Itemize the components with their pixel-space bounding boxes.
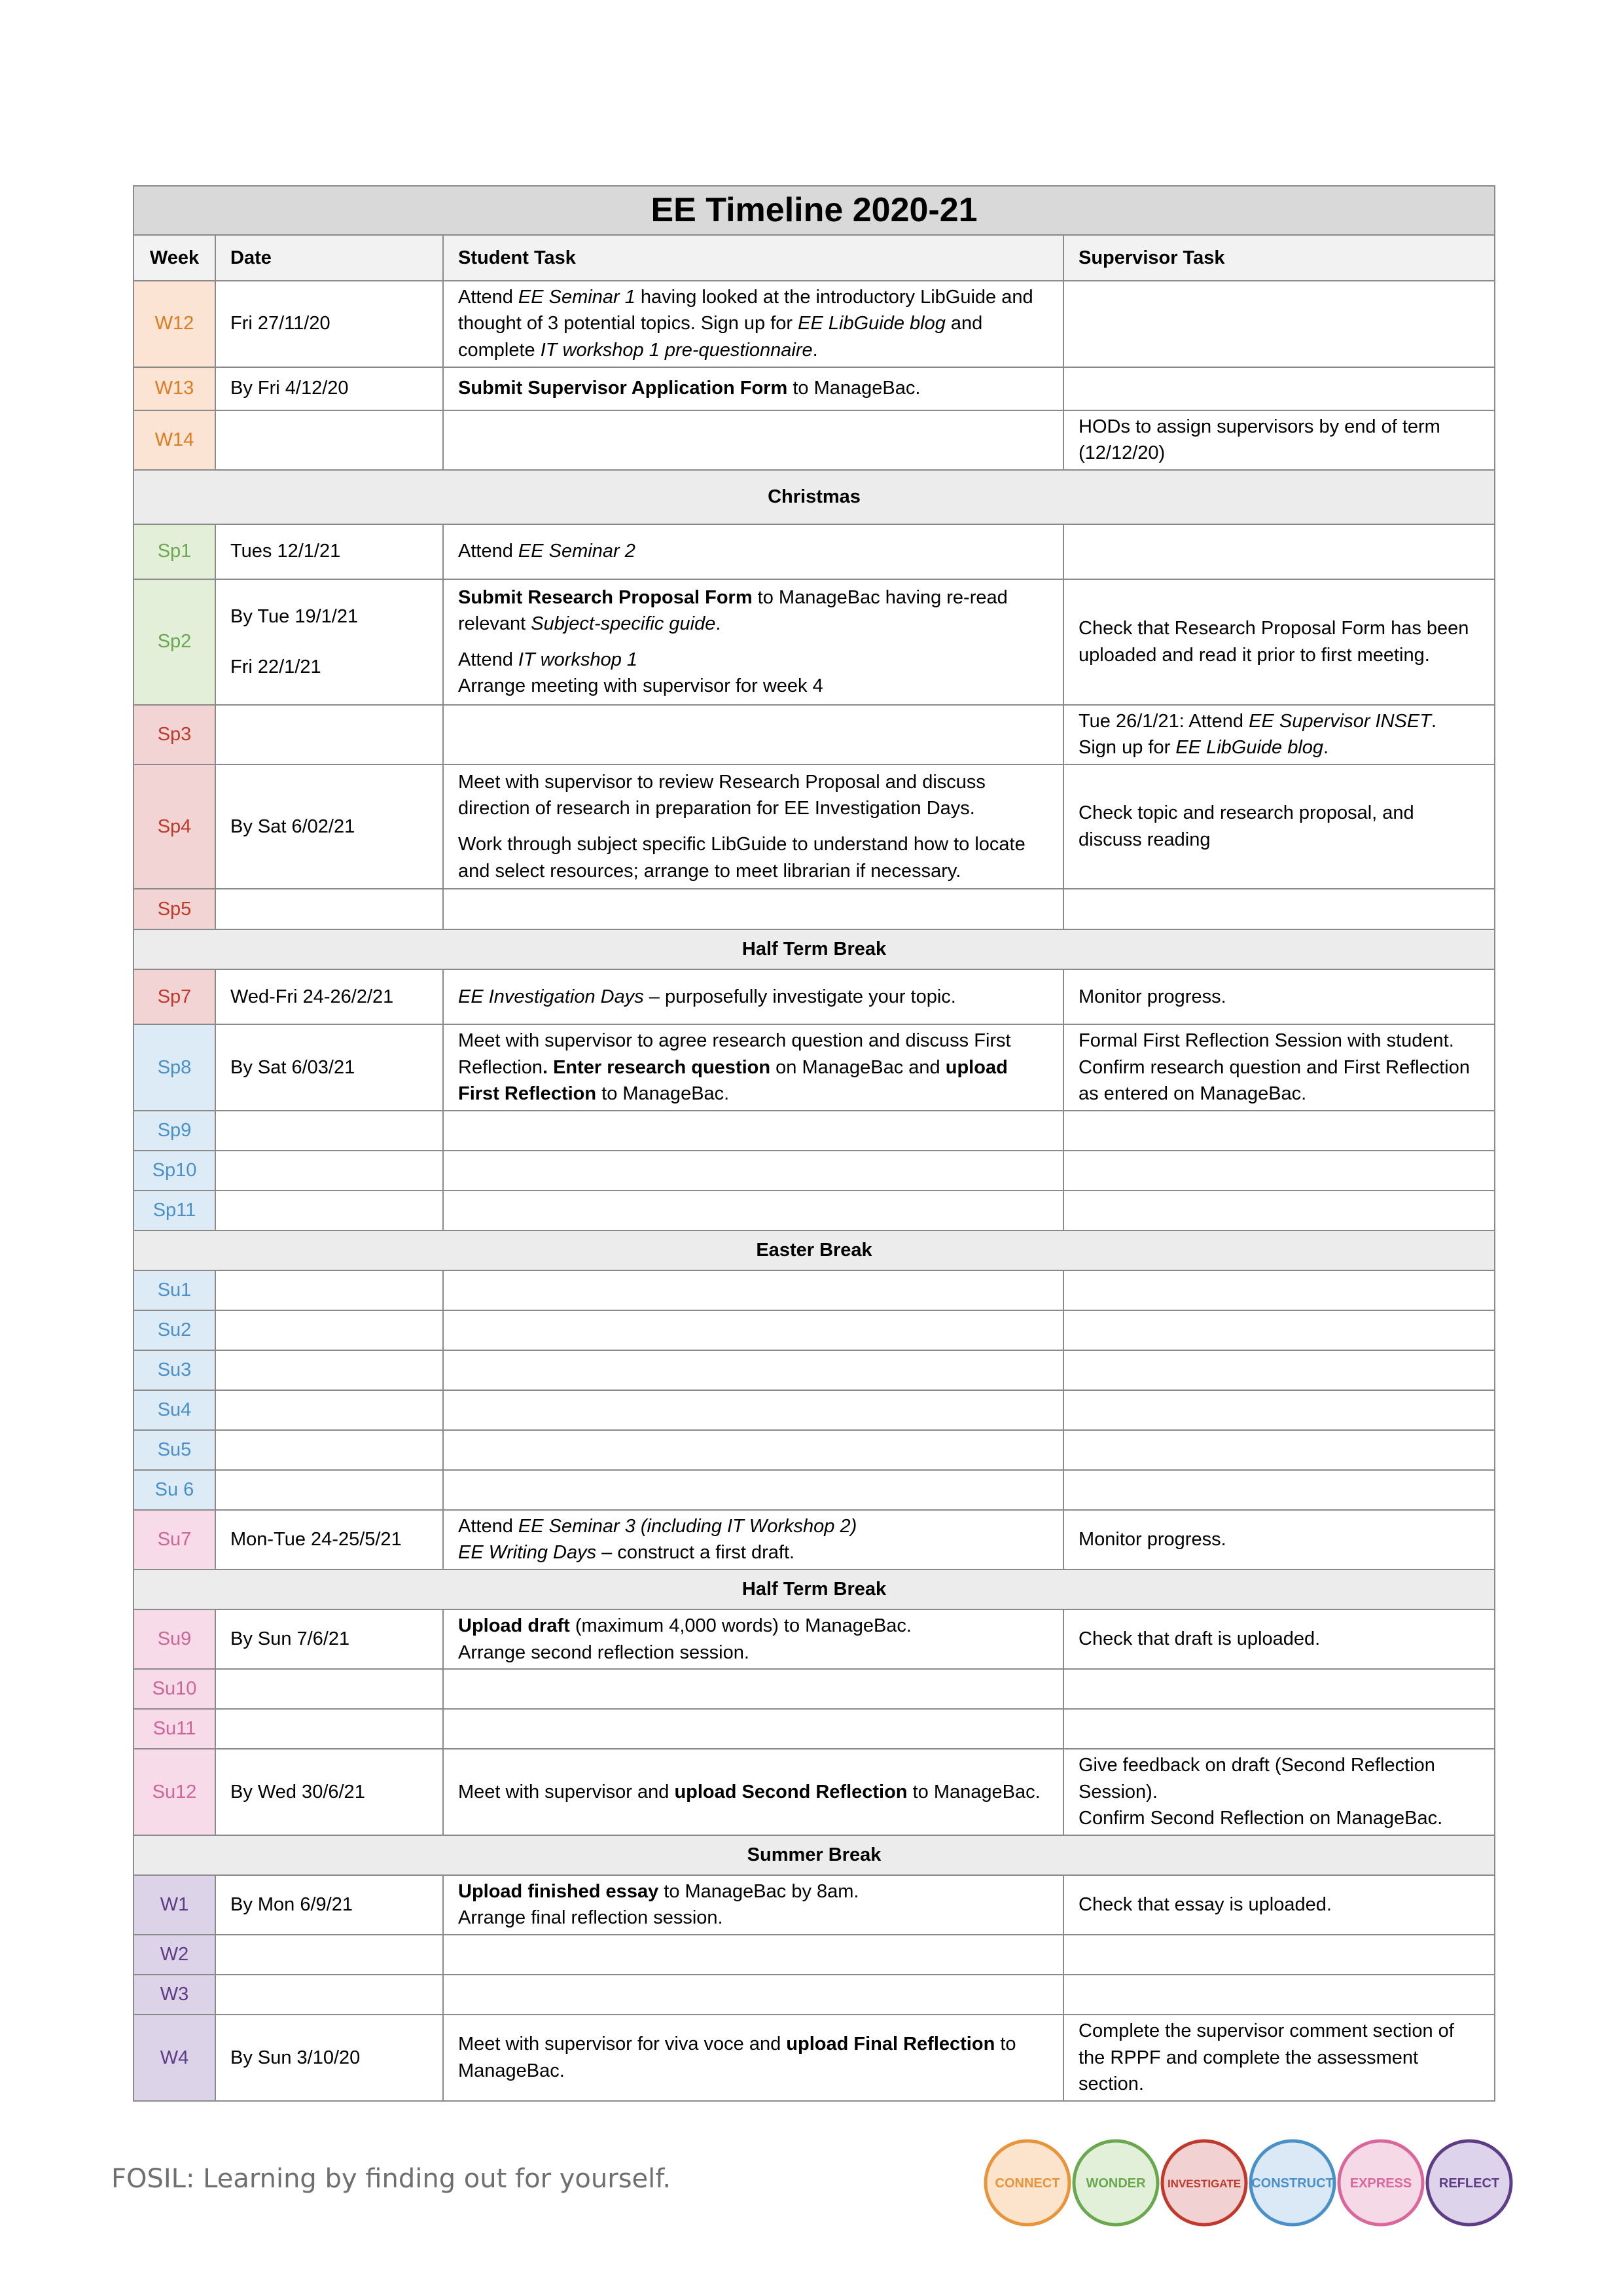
italic-text: EE Supervisor INSET — [1249, 710, 1431, 732]
text-run: . — [715, 613, 721, 635]
text-run: on ManageBac and — [770, 1056, 946, 1078]
student-task-cell — [443, 1749, 1063, 1835]
task-paragraph — [458, 2031, 1048, 2084]
student-task-cell — [443, 1151, 1063, 1191]
student-task-cell — [443, 579, 1063, 705]
fosil-cycle-logo — [982, 2137, 1518, 2229]
text-run: – purposefully investigate your topic. — [643, 986, 956, 1007]
week-cell: W2 — [134, 1935, 215, 1975]
student-task-cell — [443, 1024, 1063, 1111]
column-header-supervisor-task: Supervisor Task — [1063, 235, 1495, 281]
week-cell: Sp5 — [134, 889, 215, 929]
column-header-student-task: Student Task — [443, 235, 1063, 281]
ee-timeline-table — [133, 185, 1495, 2102]
italic-text: EE LibGuide blog — [798, 313, 946, 334]
date-cell — [215, 889, 443, 929]
date-text: Wed-Fri 24-26/2/21 — [230, 986, 394, 1007]
week-cell: W1 — [134, 1875, 215, 1935]
week-cell: Sp4 — [134, 764, 215, 889]
week-cell: W13 — [134, 367, 215, 410]
task-paragraph — [458, 375, 1048, 402]
italic-text: EE LibGuide blog — [1175, 737, 1324, 759]
italic-text: Subject-specific guide — [531, 613, 716, 635]
week-cell: Su5 — [134, 1430, 215, 1470]
table-row — [134, 1975, 1495, 2015]
date-cell — [215, 1350, 443, 1390]
text-run: Tue 26/1/21: Attend — [1079, 710, 1249, 732]
logo-label: INVESTIGATE — [1167, 2178, 1241, 2190]
week-cell: Sp10 — [134, 1151, 215, 1191]
date-text: By Sun 3/10/20 — [230, 2047, 361, 2068]
week-cell: Su9 — [134, 1609, 215, 1669]
date-cell — [215, 1609, 443, 1669]
text-run: (maximum 4,000 words) to ManageBac. — [569, 1615, 912, 1636]
text-run: HODs to assign supervisors by end of term (12/12/20) — [1079, 416, 1440, 464]
student-task-cell — [443, 1609, 1063, 1669]
supervisor-task-cell — [1063, 1151, 1495, 1191]
table-row — [134, 1470, 1495, 1510]
supervisor-task-cell — [1063, 1390, 1495, 1430]
date-cell — [215, 1024, 443, 1111]
task-paragraph — [458, 1028, 1048, 1107]
text-run: Formal First Reflection Session with student. Confirm research question and First Reflection as entered on ManageBac. — [1079, 1030, 1470, 1105]
table-row — [134, 1024, 1495, 1111]
date-cell — [215, 705, 443, 764]
student-task-cell — [443, 1975, 1063, 2015]
table-row — [134, 281, 1495, 367]
text-run: Work through subject specific LibGuide to understand how to locate and select resources; arrange to meet librarian if necessary. — [458, 833, 1026, 882]
week-cell: Sp1 — [134, 524, 215, 579]
break-label: Easter Break — [134, 1230, 1495, 1270]
student-task-cell — [443, 1390, 1063, 1430]
text-run: Meet with supervisor to agree research question and discuss First Reflection — [458, 1030, 1011, 1078]
supervisor-task-cell — [1063, 1270, 1495, 1310]
text-run: Check that essay is uploaded. — [1079, 1894, 1332, 1916]
task-paragraph — [1079, 1805, 1480, 1832]
date-cell — [215, 367, 443, 410]
week-cell: W3 — [134, 1975, 215, 2015]
text-run: Arrange second reflection session. — [458, 1641, 749, 1663]
text-run: to ManageBac by 8am. — [658, 1880, 859, 1902]
bold-text: Submit Supervisor Application Form — [458, 378, 788, 399]
date-text: By Tue 19/1/21 — [230, 606, 359, 628]
date-text: Tues 12/1/21 — [230, 541, 341, 562]
column-header-week: Week — [134, 235, 215, 281]
supervisor-task-cell — [1063, 1875, 1495, 1935]
text-run: Check that Research Proposal Form has been uploaded and read it prior to first meeting. — [1079, 618, 1469, 666]
student-task-cell — [443, 1875, 1063, 1935]
text-run: Monitor progress. — [1079, 1529, 1226, 1551]
bold-text: upload First Reflection — [458, 1056, 1008, 1105]
header-row — [134, 235, 1495, 281]
task-paragraph — [458, 1905, 1048, 1931]
table-row — [134, 1709, 1495, 1749]
bold-text: . Enter research question — [542, 1056, 771, 1078]
text-run: to ManageBac. — [458, 2034, 1016, 2081]
table-row — [134, 1749, 1495, 1835]
week-cell: Sp3 — [134, 705, 215, 764]
logo-label: WONDER — [1086, 2176, 1146, 2191]
table-title: EE Timeline 2020-21 — [134, 186, 1495, 235]
date-text: By Wed 30/6/21 — [230, 1781, 365, 1803]
student-task-cell — [443, 410, 1063, 470]
task-paragraph — [458, 984, 1048, 1011]
date-cell — [215, 1749, 443, 1835]
date-text: Mon-Tue 24-25/5/21 — [230, 1529, 402, 1551]
date-text: Fri 27/11/20 — [230, 313, 330, 334]
task-paragraph — [458, 1513, 1048, 1540]
italic-text: EE Seminar 2 — [518, 541, 635, 562]
text-run: Give feedback on draft (Second Reflection Session). — [1079, 1755, 1435, 1803]
task-paragraph — [1079, 800, 1480, 853]
task-paragraph — [458, 831, 1048, 884]
student-task-cell — [443, 281, 1063, 367]
break-row-half-term-break — [134, 1570, 1495, 1609]
table-row — [134, 889, 1495, 929]
bold-text: Upload finished essay — [458, 1880, 659, 1902]
student-task-cell — [443, 367, 1063, 410]
supervisor-task-cell — [1063, 1350, 1495, 1390]
table-row — [134, 2015, 1495, 2101]
supervisor-task-cell — [1063, 1669, 1495, 1709]
student-task-cell — [443, 1310, 1063, 1350]
table-row — [134, 969, 1495, 1024]
break-row-summer-break — [134, 1835, 1495, 1875]
supervisor-task-cell — [1063, 1310, 1495, 1350]
bold-text: upload Final Reflection — [786, 2034, 995, 2055]
date-cell — [215, 281, 443, 367]
text-run: . — [812, 339, 818, 361]
date-text: By Sat 6/03/21 — [230, 1056, 355, 1078]
table-row — [134, 764, 1495, 889]
date-cell — [215, 1111, 443, 1151]
break-row-christmas — [134, 470, 1495, 524]
text-run: Check that draft is uploaded. — [1079, 1628, 1321, 1650]
student-task-cell — [443, 705, 1063, 764]
table-row — [134, 1270, 1495, 1310]
text-run: Meet with supervisor to review Research Proposal and discuss direction of research in preparation for EE Investigation Days. — [458, 771, 986, 819]
text-run: to ManageBac having re-read relevant — [458, 586, 1008, 635]
footer-tagline: FOSIL: Learning by finding out for yourself. — [111, 2164, 671, 2194]
student-task-cell — [443, 1350, 1063, 1390]
text-run: – construct a first draft. — [596, 1542, 795, 1564]
date-cell — [215, 1430, 443, 1470]
bold-text: upload Second Reflection — [674, 1781, 908, 1803]
week-cell: Su10 — [134, 1669, 215, 1709]
supervisor-task-cell — [1063, 1935, 1495, 1975]
week-cell: Su2 — [134, 1310, 215, 1350]
supervisor-task-cell — [1063, 579, 1495, 705]
date-cell — [215, 579, 443, 705]
table-row — [134, 1430, 1495, 1470]
student-task-cell — [443, 2015, 1063, 2101]
date-cell — [215, 1270, 443, 1310]
table-row — [134, 1875, 1495, 1935]
logo-label: EXPRESS — [1349, 2176, 1412, 2191]
table-row — [134, 1151, 1495, 1191]
task-paragraph — [458, 1539, 1048, 1566]
text-run: Attend — [458, 541, 518, 562]
italic-text: EE Seminar 3 (including IT Workshop 2) — [518, 1515, 857, 1537]
task-paragraph — [1079, 1752, 1480, 1805]
supervisor-task-cell — [1063, 1024, 1495, 1111]
week-cell: Su 6 — [134, 1470, 215, 1510]
text-run: . — [1323, 737, 1329, 759]
date-cell — [215, 1935, 443, 1975]
task-paragraph — [1079, 414, 1480, 467]
supervisor-task-cell — [1063, 1975, 1495, 2015]
text-run: Meet with supervisor for viva voce and — [458, 2034, 787, 2055]
task-paragraph — [458, 538, 1048, 565]
table-row — [134, 1191, 1495, 1230]
italic-text: IT workshop 1 — [518, 649, 638, 670]
date-cell — [215, 1390, 443, 1430]
date-cell — [215, 969, 443, 1024]
text-run: Meet with supervisor and — [458, 1781, 675, 1803]
student-task-cell — [443, 1935, 1063, 1975]
week-cell: Su7 — [134, 1510, 215, 1570]
week-cell: Sp7 — [134, 969, 215, 1024]
week-cell: W14 — [134, 410, 215, 470]
task-paragraph — [1079, 1526, 1480, 1553]
student-task-cell — [443, 1709, 1063, 1749]
date-cell — [215, 1709, 443, 1749]
supervisor-task-cell — [1063, 524, 1495, 579]
text-run: having looked at the introductory LibGuide and thought of 3 potential topics. Sign up for — [458, 286, 1033, 334]
week-cell: Su11 — [134, 1709, 215, 1749]
table-row — [134, 524, 1495, 579]
supervisor-task-cell — [1063, 1609, 1495, 1669]
student-task-cell — [443, 1111, 1063, 1151]
table-row — [134, 1350, 1495, 1390]
supervisor-task-cell — [1063, 1430, 1495, 1470]
week-cell: Su1 — [134, 1270, 215, 1310]
text-run: Attend — [458, 649, 518, 670]
text-run: Complete the supervisor comment section of the RPPF and complete the assessment section. — [1079, 2020, 1454, 2095]
table-row — [134, 1935, 1495, 1975]
date-cell — [215, 2015, 443, 2101]
task-paragraph — [458, 769, 1048, 822]
supervisor-task-cell — [1063, 1470, 1495, 1510]
task-paragraph — [1079, 984, 1480, 1011]
logo-label: CONNECT — [995, 2176, 1060, 2191]
week-cell: Su4 — [134, 1390, 215, 1430]
date-cell — [215, 410, 443, 470]
supervisor-task-cell — [1063, 969, 1495, 1024]
task-paragraph — [1079, 1028, 1480, 1107]
text-run: Confirm Second Reflection on ManageBac. — [1079, 1808, 1443, 1829]
date-text: By Mon 6/9/21 — [230, 1894, 353, 1916]
title-row — [134, 186, 1495, 235]
supervisor-task-cell — [1063, 1111, 1495, 1151]
date-text: By Sun 7/6/21 — [230, 1628, 350, 1650]
task-paragraph — [1079, 2018, 1480, 2098]
table-row — [134, 1310, 1495, 1350]
task-paragraph — [1079, 615, 1480, 668]
student-task-cell — [443, 1270, 1063, 1310]
student-task-cell — [443, 1669, 1063, 1709]
task-paragraph — [458, 647, 1048, 673]
date-cell — [215, 1875, 443, 1935]
week-cell: W12 — [134, 281, 215, 367]
task-paragraph — [458, 673, 1048, 700]
week-cell: Sp2 — [134, 579, 215, 705]
week-cell: W4 — [134, 2015, 215, 2101]
column-header-date: Date — [215, 235, 443, 281]
date-cell — [215, 1669, 443, 1709]
supervisor-task-cell — [1063, 889, 1495, 929]
task-paragraph — [458, 1779, 1048, 1806]
date-cell — [215, 1470, 443, 1510]
date-cell — [215, 1975, 443, 2015]
date-cell — [215, 1510, 443, 1570]
italic-text: EE Seminar 1 — [518, 286, 635, 308]
italic-text: IT workshop 1 pre-questionnaire — [540, 339, 813, 361]
bold-text: Submit Research Proposal Form — [458, 586, 753, 608]
student-task-cell — [443, 1510, 1063, 1570]
table-row — [134, 579, 1495, 705]
text-run: to ManageBac. — [907, 1781, 1041, 1803]
date-cell — [215, 1151, 443, 1191]
table-row — [134, 705, 1495, 764]
supervisor-task-cell — [1063, 705, 1495, 764]
text-run: Arrange final reflection session. — [458, 1907, 723, 1929]
task-paragraph — [458, 1878, 1048, 1905]
date-text: Fri 22/1/21 — [230, 656, 321, 677]
text-run: Monitor progress. — [1079, 986, 1226, 1007]
student-task-cell — [443, 764, 1063, 889]
date-text: By Sat 6/02/21 — [230, 816, 355, 837]
student-task-cell — [443, 524, 1063, 579]
student-task-cell — [443, 1470, 1063, 1510]
supervisor-task-cell — [1063, 2015, 1495, 2101]
date-cell — [215, 764, 443, 889]
logo-label: REFLECT — [1438, 2176, 1500, 2191]
supervisor-task-cell — [1063, 1191, 1495, 1230]
bold-text: Upload draft — [458, 1615, 570, 1636]
student-task-cell — [443, 1430, 1063, 1470]
text-run: to ManageBac. — [596, 1083, 730, 1105]
timeline-body — [134, 281, 1495, 2101]
text-run: and complete — [458, 313, 983, 361]
student-task-cell — [443, 889, 1063, 929]
logo-label: CONSTRUCT — [1251, 2176, 1334, 2191]
task-paragraph — [458, 1613, 1048, 1640]
task-paragraph — [458, 284, 1048, 364]
task-paragraph — [1079, 1892, 1480, 1918]
supervisor-task-cell — [1063, 764, 1495, 889]
week-cell: Sp8 — [134, 1024, 215, 1111]
text-run: Attend — [458, 1515, 518, 1537]
table-row — [134, 367, 1495, 410]
table-row — [134, 1510, 1495, 1570]
supervisor-task-cell — [1063, 1510, 1495, 1570]
supervisor-task-cell — [1063, 1749, 1495, 1835]
date-text: By Fri 4/12/20 — [230, 378, 349, 399]
supervisor-task-cell — [1063, 1709, 1495, 1749]
break-row-half-term-break — [134, 929, 1495, 969]
break-label: Summer Break — [134, 1835, 1495, 1875]
week-cell: Su3 — [134, 1350, 215, 1390]
task-paragraph — [1079, 708, 1480, 761]
date-cell — [215, 1310, 443, 1350]
text-run: Attend — [458, 286, 518, 308]
italic-text: EE Investigation Days — [458, 986, 644, 1007]
break-label: Half Term Break — [134, 1570, 1495, 1609]
week-cell: Sp9 — [134, 1111, 215, 1151]
supervisor-task-cell — [1063, 410, 1495, 470]
break-label: Christmas — [134, 470, 1495, 524]
italic-text: EE Writing Days — [458, 1542, 597, 1564]
task-paragraph — [458, 1640, 1048, 1666]
break-row-easter-break — [134, 1230, 1495, 1270]
week-cell: Su12 — [134, 1749, 215, 1835]
task-paragraph — [1079, 1626, 1480, 1653]
table-row — [134, 1390, 1495, 1430]
break-label: Half Term Break — [134, 929, 1495, 969]
date-cell — [215, 524, 443, 579]
table-row — [134, 1609, 1495, 1669]
table-row — [134, 1111, 1495, 1151]
table-row — [134, 410, 1495, 470]
text-run: Check topic and research proposal, and discuss reading — [1079, 802, 1414, 850]
supervisor-task-cell — [1063, 281, 1495, 367]
student-task-cell — [443, 1191, 1063, 1230]
text-run: Arrange meeting with supervisor for week 4 — [458, 675, 823, 697]
week-cell: Sp11 — [134, 1191, 215, 1230]
supervisor-task-cell — [1063, 367, 1495, 410]
text-run: . Sign up for — [1079, 710, 1437, 759]
table-row — [134, 1669, 1495, 1709]
text-run: to ManageBac. — [787, 378, 921, 399]
task-paragraph — [458, 584, 1048, 637]
date-cell — [215, 1191, 443, 1230]
student-task-cell — [443, 969, 1063, 1024]
